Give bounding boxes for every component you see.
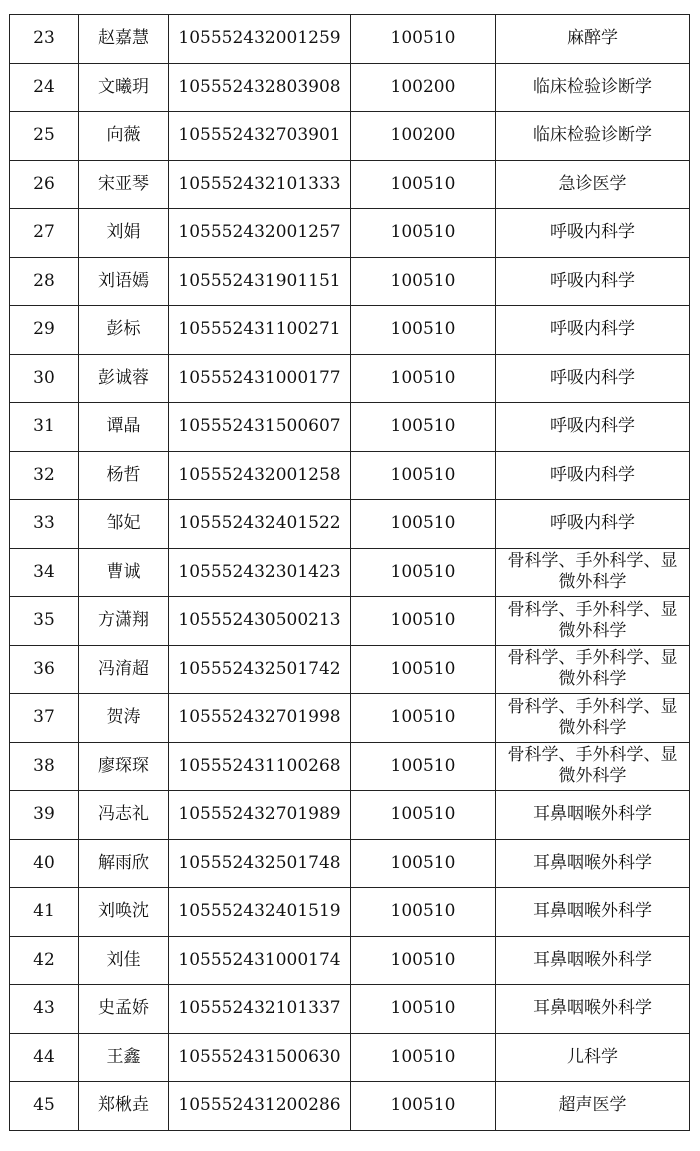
major-name-text: 耳鼻咽喉外科学	[533, 804, 652, 825]
student-name-cell: 邹妃	[79, 500, 169, 549]
table-row	[10, 403, 690, 452]
row-number-cell: 34	[10, 548, 79, 597]
exam-id-cell: 105552431000174	[169, 936, 351, 985]
major-name-text: 临床检验诊断学	[533, 76, 652, 97]
major-name-text: 呼吸内科学	[550, 319, 635, 340]
row-number-cell: 42	[10, 936, 79, 985]
student-name-cell: 赵嘉慧	[79, 15, 169, 64]
major-code-cell: 100200	[351, 63, 496, 112]
exam-id-cell: 105552432401519	[169, 888, 351, 937]
row-number-cell: 38	[10, 742, 79, 791]
student-name-cell: 刘娟	[79, 209, 169, 258]
exam-id-cell: 105552432803908	[169, 63, 351, 112]
table-row	[10, 1033, 690, 1082]
major-code-cell: 100510	[351, 160, 496, 209]
table-row	[10, 742, 690, 791]
exam-id-cell: 105552431100268	[169, 742, 351, 791]
major-name-cell	[496, 63, 690, 112]
exam-id-cell: 105552432701998	[169, 694, 351, 743]
major-code-cell: 100510	[351, 1082, 496, 1131]
major-name-cell	[496, 403, 690, 452]
major-name-text: 急诊医学	[558, 173, 627, 194]
major-name-cell	[496, 985, 690, 1034]
exam-id-cell: 105552431200286	[169, 1082, 351, 1131]
exam-id-cell: 105552432501742	[169, 645, 351, 694]
student-name-cell: 曹诚	[79, 548, 169, 597]
major-name-text: 骨科学、手外科学、显微外科学	[507, 745, 678, 787]
major-code-cell: 100510	[351, 1033, 496, 1082]
row-number-cell: 36	[10, 645, 79, 694]
table-row	[10, 985, 690, 1034]
major-name-text: 耳鼻咽喉外科学	[533, 949, 652, 970]
exam-id-cell: 105552432101337	[169, 985, 351, 1034]
major-name-cell	[496, 742, 690, 791]
major-name-cell	[496, 839, 690, 888]
student-name-cell: 廖琛琛	[79, 742, 169, 791]
major-name-cell	[496, 209, 690, 258]
major-code-cell: 100510	[351, 936, 496, 985]
table-row	[10, 500, 690, 549]
table-row	[10, 888, 690, 937]
student-name-cell: 冯淯超	[79, 645, 169, 694]
major-code-cell: 100510	[351, 209, 496, 258]
exam-id-cell: 105552432101333	[169, 160, 351, 209]
major-name-text: 儿科学	[567, 1046, 618, 1067]
admission-list-table	[9, 14, 690, 1131]
major-name-text: 骨科学、手外科学、显微外科学	[507, 696, 678, 738]
major-name-text: 呼吸内科学	[550, 270, 635, 291]
major-name-cell	[496, 500, 690, 549]
exam-id-cell: 105552432001259	[169, 15, 351, 64]
row-number-cell: 25	[10, 112, 79, 161]
major-code-cell: 100510	[351, 451, 496, 500]
major-name-cell	[496, 15, 690, 64]
major-code-cell: 100510	[351, 306, 496, 355]
row-number-cell: 30	[10, 354, 79, 403]
student-name-cell: 向薇	[79, 112, 169, 161]
student-name-cell: 郑楸垚	[79, 1082, 169, 1131]
major-name-text: 呼吸内科学	[550, 367, 635, 388]
major-code-cell: 100510	[351, 839, 496, 888]
major-name-cell	[496, 306, 690, 355]
major-name-cell	[496, 112, 690, 161]
row-number-cell: 29	[10, 306, 79, 355]
table-row	[10, 791, 690, 840]
row-number-cell: 43	[10, 985, 79, 1034]
major-code-cell: 100510	[351, 694, 496, 743]
major-code-cell: 100510	[351, 15, 496, 64]
exam-id-cell: 105552432701989	[169, 791, 351, 840]
table-row	[10, 112, 690, 161]
table-row	[10, 306, 690, 355]
table-row	[10, 63, 690, 112]
major-name-text: 呼吸内科学	[550, 464, 635, 485]
major-name-cell	[496, 354, 690, 403]
exam-id-cell: 105552432501748	[169, 839, 351, 888]
row-number-cell: 32	[10, 451, 79, 500]
major-name-text: 麻醉学	[567, 28, 618, 49]
row-number-cell: 40	[10, 839, 79, 888]
major-name-cell	[496, 597, 690, 646]
major-name-cell	[496, 257, 690, 306]
row-number-cell: 28	[10, 257, 79, 306]
row-number-cell: 44	[10, 1033, 79, 1082]
major-code-cell: 100510	[351, 597, 496, 646]
table-row	[10, 209, 690, 258]
major-code-cell: 100510	[351, 354, 496, 403]
student-name-cell: 谭晶	[79, 403, 169, 452]
table-row	[10, 257, 690, 306]
exam-id-cell: 105552431000177	[169, 354, 351, 403]
major-name-text: 骨科学、手外科学、显微外科学	[507, 648, 678, 690]
student-name-cell: 刘唤沈	[79, 888, 169, 937]
table-row	[10, 15, 690, 64]
exam-id-cell: 105552432703901	[169, 112, 351, 161]
row-number-cell: 45	[10, 1082, 79, 1131]
student-name-cell: 彭标	[79, 306, 169, 355]
table-row	[10, 936, 690, 985]
row-number-cell: 27	[10, 209, 79, 258]
table-row	[10, 1082, 690, 1131]
major-name-text: 耳鼻咽喉外科学	[533, 852, 652, 873]
major-code-cell: 100510	[351, 403, 496, 452]
major-name-cell	[496, 451, 690, 500]
major-name-text: 临床检验诊断学	[533, 125, 652, 146]
major-name-text: 骨科学、手外科学、显微外科学	[507, 551, 678, 593]
student-name-cell: 贺涛	[79, 694, 169, 743]
major-code-cell: 100510	[351, 888, 496, 937]
row-number-cell: 31	[10, 403, 79, 452]
major-code-cell: 100510	[351, 645, 496, 694]
table-row	[10, 839, 690, 888]
major-name-text: 耳鼻咽喉外科学	[533, 998, 652, 1019]
major-code-cell: 100510	[351, 257, 496, 306]
major-name-text: 耳鼻咽喉外科学	[533, 901, 652, 922]
student-name-cell: 解雨欣	[79, 839, 169, 888]
exam-id-cell: 105552431100271	[169, 306, 351, 355]
exam-id-cell: 105552432401522	[169, 500, 351, 549]
exam-id-cell: 105552432001257	[169, 209, 351, 258]
student-name-cell: 刘佳	[79, 936, 169, 985]
table-row	[10, 645, 690, 694]
major-name-cell	[496, 160, 690, 209]
row-number-cell: 39	[10, 791, 79, 840]
exam-id-cell: 105552431500607	[169, 403, 351, 452]
major-name-cell	[496, 1033, 690, 1082]
row-number-cell: 24	[10, 63, 79, 112]
major-code-cell: 100510	[351, 791, 496, 840]
table-row	[10, 548, 690, 597]
exam-id-cell: 105552432301423	[169, 548, 351, 597]
major-code-cell: 100510	[351, 985, 496, 1034]
major-code-cell: 100200	[351, 112, 496, 161]
major-name-text: 超声医学	[558, 1095, 627, 1116]
student-name-cell: 杨哲	[79, 451, 169, 500]
major-name-text: 呼吸内科学	[550, 222, 635, 243]
table-row	[10, 354, 690, 403]
major-name-cell	[496, 888, 690, 937]
row-number-cell: 23	[10, 15, 79, 64]
student-name-cell: 史孟娇	[79, 985, 169, 1034]
exam-id-cell: 105552432001258	[169, 451, 351, 500]
major-name-cell	[496, 1082, 690, 1131]
student-name-cell: 宋亚琴	[79, 160, 169, 209]
major-code-cell: 100510	[351, 742, 496, 791]
table-body	[10, 15, 690, 1131]
table-row	[10, 694, 690, 743]
row-number-cell: 37	[10, 694, 79, 743]
major-code-cell: 100510	[351, 548, 496, 597]
table-row	[10, 597, 690, 646]
student-name-cell: 彭诚蓉	[79, 354, 169, 403]
table-row	[10, 451, 690, 500]
student-name-cell: 冯志礼	[79, 791, 169, 840]
exam-id-cell: 105552431901151	[169, 257, 351, 306]
major-code-cell: 100510	[351, 500, 496, 549]
table-row	[10, 160, 690, 209]
major-name-text: 呼吸内科学	[550, 513, 635, 534]
major-name-text: 呼吸内科学	[550, 416, 635, 437]
major-name-text: 骨科学、手外科学、显微外科学	[507, 599, 678, 641]
row-number-cell: 41	[10, 888, 79, 937]
major-name-cell	[496, 645, 690, 694]
student-name-cell: 王鑫	[79, 1033, 169, 1082]
student-name-cell: 方潇翔	[79, 597, 169, 646]
exam-id-cell: 105552430500213	[169, 597, 351, 646]
student-name-cell: 文曦玥	[79, 63, 169, 112]
row-number-cell: 35	[10, 597, 79, 646]
major-name-cell	[496, 936, 690, 985]
major-name-cell	[496, 694, 690, 743]
row-number-cell: 33	[10, 500, 79, 549]
student-name-cell: 刘语嫣	[79, 257, 169, 306]
exam-id-cell: 105552431500630	[169, 1033, 351, 1082]
major-name-cell	[496, 791, 690, 840]
major-name-cell	[496, 548, 690, 597]
row-number-cell: 26	[10, 160, 79, 209]
